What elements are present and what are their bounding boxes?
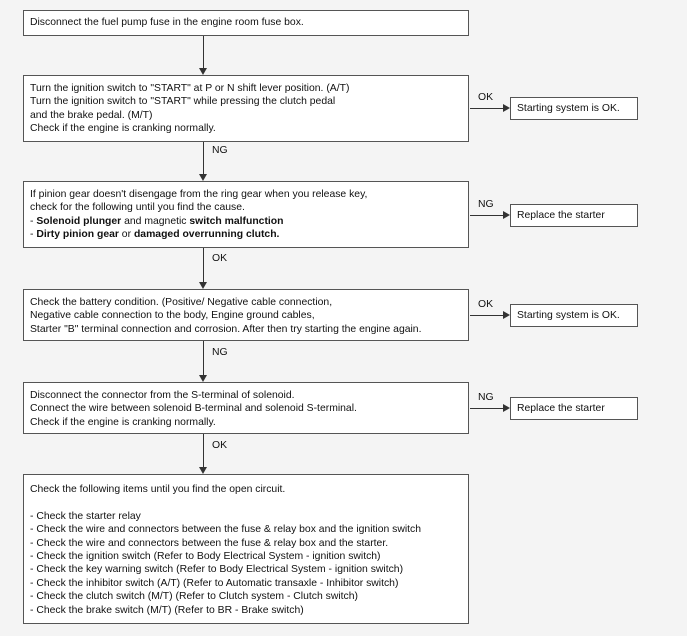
down-arrowhead-4 xyxy=(199,375,207,382)
step-6-line-1: Check the following items until you find the open circuit. xyxy=(30,484,286,495)
down-connector-4 xyxy=(203,341,204,375)
down-connector-2 xyxy=(203,142,204,174)
down-arrowhead-5 xyxy=(199,467,207,474)
item-2-text: or xyxy=(118,229,134,241)
step-4-line-1: Check the battery condition. (Positive/ Negative cable connection, xyxy=(30,297,333,308)
step-3-item-1 xyxy=(30,215,462,228)
side-label-1: OK xyxy=(478,92,494,103)
item-2-bold-b: damaged overrunning clutch. xyxy=(133,229,280,241)
step-5-box xyxy=(23,382,469,434)
step-6-line-9: - Check the clutch switch (M/T) (Refer to Clutch system - Clutch switch) xyxy=(30,591,358,603)
side-arrowhead-3 xyxy=(503,311,510,319)
item-1-bold-b: switch malfunction xyxy=(189,215,284,227)
step-2-line-3: and the brake pedal. (M/T) xyxy=(30,109,153,121)
down-arrowhead-1 xyxy=(199,68,207,75)
step-2-line-4: Check if the engine is cranking normally. xyxy=(30,123,216,135)
step-4-box xyxy=(23,289,469,341)
step-6-line-3: - Check the starter relay xyxy=(30,510,141,522)
side-result-4: Replace the starter xyxy=(510,397,638,420)
step-5-line-3: Check if the engine is cranking normally. xyxy=(30,416,216,428)
step-5-line-1: Disconnect the connector from the S-terminal of solenoid. xyxy=(30,390,295,401)
down-label-2: NG xyxy=(212,145,228,156)
item-2-bold-a: Dirty pinion gear xyxy=(36,229,119,241)
side-result-1: Starting system is OK. xyxy=(510,97,638,120)
down-arrowhead-2 xyxy=(199,174,207,181)
side-connector-2 xyxy=(470,215,503,216)
side-label-3: OK xyxy=(478,299,494,310)
side-connector-1 xyxy=(470,108,503,109)
step-3-line-1: If pinion gear doesn't disengage from the ring gear when you release key, xyxy=(30,189,368,200)
step-6-line-4: - Check the wire and connectors between the fuse & relay box and the ignition switch xyxy=(30,524,422,536)
item-1-bold-a: Solenoid plunger xyxy=(36,215,122,227)
step-1-box xyxy=(23,10,469,36)
down-arrowhead-3 xyxy=(199,282,207,289)
side-arrowhead-4 xyxy=(503,404,510,412)
item-1-text: and magnetic xyxy=(121,215,190,227)
step-1-line-1: Disconnect the fuel pump fuse in the engine room fuse box. xyxy=(30,17,304,28)
side-connector-3 xyxy=(470,315,503,316)
side-label-4: NG xyxy=(478,392,494,403)
step-2-line-2: Turn the ignition switch to "START" while pressing the clutch pedal xyxy=(30,96,336,108)
side-label-2: NG xyxy=(478,199,494,210)
down-label-4: NG xyxy=(212,347,228,358)
step-6-box xyxy=(23,474,469,624)
step-4-line-3: Starter "B" terminal connection and corrosion. After then try starting the engine again. xyxy=(30,323,422,335)
step-3-box xyxy=(23,181,469,248)
step-6-line-8: - Check the inhibitor switch (A/T) (Refer to Automatic transaxle - Inhibitor switch) xyxy=(30,577,399,589)
bullet: - xyxy=(30,215,37,227)
step-5-line-2: Connect the wire between solenoid B-terminal and solenoid S-terminal. xyxy=(30,403,357,415)
step-6-line-6: - Check the ignition switch (Refer to Body Electrical System - ignition switch) xyxy=(30,551,381,563)
step-2-box xyxy=(23,75,469,142)
step-3-item-2 xyxy=(30,228,462,241)
step-3-line-2: check for the following until you find the cause. xyxy=(30,202,245,214)
step-2-line-1: Turn the ignition switch to "START" at P or N shift lever position. (A/T) xyxy=(30,83,350,94)
down-label-3: OK xyxy=(212,253,228,264)
down-label-5: OK xyxy=(212,440,228,451)
side-arrowhead-1 xyxy=(503,104,510,112)
step-6-line-7: - Check the key warning switch (Refer to Body Electrical System - ignition switch) xyxy=(30,564,404,576)
step-6-line-10: - Check the brake switch (M/T) (Refer to BR - Brake switch) xyxy=(30,604,304,616)
side-result-3: Starting system is OK. xyxy=(510,304,638,327)
down-connector-3 xyxy=(203,248,204,282)
step-6-line-5: - Check the wire and connectors between the fuse & relay box and the starter. xyxy=(30,537,389,549)
step-4-line-2: Negative cable connection to the body, Engine ground cables, xyxy=(30,310,315,322)
bullet: - xyxy=(30,229,37,241)
down-connector-5 xyxy=(203,434,204,467)
side-arrowhead-2 xyxy=(503,211,510,219)
side-connector-4 xyxy=(470,408,503,409)
side-result-2: Replace the starter xyxy=(510,204,638,227)
down-connector-1 xyxy=(203,36,204,68)
step-6-line-2 xyxy=(30,496,462,509)
